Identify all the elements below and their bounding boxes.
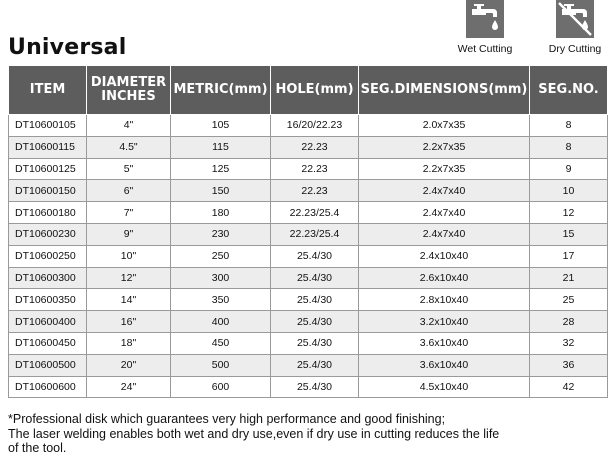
table-row bbox=[9, 115, 608, 137]
table-row bbox=[9, 180, 608, 202]
footnote bbox=[8, 412, 608, 456]
page-title: Universal bbox=[8, 35, 127, 60]
cell-item: DT10600450 bbox=[9, 332, 87, 354]
cell-seg-no: 21 bbox=[530, 267, 608, 289]
cell-metric: 350 bbox=[171, 289, 271, 311]
cell-seg-dimensions: 2.2x7x35 bbox=[359, 158, 530, 180]
cell-seg-dimensions: 3.6x10x40 bbox=[359, 332, 530, 354]
table-row bbox=[9, 136, 608, 158]
cell-diameter: 6" bbox=[87, 180, 171, 202]
cell-seg-dimensions: 4.5x10x40 bbox=[359, 376, 530, 398]
cell-seg-no: 42 bbox=[530, 376, 608, 398]
cell-item: DT10600180 bbox=[9, 202, 87, 224]
cell-item: DT10600300 bbox=[9, 267, 87, 289]
cell-item: DT10600125 bbox=[9, 158, 87, 180]
table-row bbox=[9, 202, 608, 224]
cell-diameter: 10" bbox=[87, 245, 171, 267]
col-header-seg-no: SEG.NO. bbox=[530, 66, 608, 115]
cell-hole: 25.4/30 bbox=[271, 267, 359, 289]
cell-item: DT10600350 bbox=[9, 289, 87, 311]
dry-cutting-crossed-faucet-icon bbox=[556, 0, 594, 38]
cell-diameter: 18" bbox=[87, 332, 171, 354]
cell-seg-dimensions: 2.4x10x40 bbox=[359, 245, 530, 267]
cell-seg-dimensions: 2.6x10x40 bbox=[359, 267, 530, 289]
cell-metric: 105 bbox=[171, 115, 271, 137]
cell-diameter: 4" bbox=[87, 115, 171, 137]
wet-cutting-faucet-icon bbox=[466, 0, 504, 38]
table-row bbox=[9, 245, 608, 267]
cell-seg-dimensions: 3.2x10x40 bbox=[359, 311, 530, 333]
cell-hole: 25.4/30 bbox=[271, 289, 359, 311]
cell-seg-no: 32 bbox=[530, 332, 608, 354]
dry-cutting-badge bbox=[543, 0, 607, 55]
cell-item: DT10600500 bbox=[9, 354, 87, 376]
cell-metric: 400 bbox=[171, 311, 271, 333]
cell-seg-no: 28 bbox=[530, 311, 608, 333]
cell-metric: 250 bbox=[171, 245, 271, 267]
cell-metric: 600 bbox=[171, 376, 271, 398]
cell-diameter: 9" bbox=[87, 223, 171, 245]
table-row bbox=[9, 332, 608, 354]
col-header-diameter bbox=[87, 66, 171, 115]
cell-metric: 500 bbox=[171, 354, 271, 376]
col-header-hole: HOLE(mm) bbox=[271, 66, 359, 115]
cell-seg-dimensions: 2.4x7x40 bbox=[359, 202, 530, 224]
cell-seg-dimensions: 2.0x7x35 bbox=[359, 115, 530, 137]
cell-item: DT10600105 bbox=[9, 115, 87, 137]
cell-diameter: 20" bbox=[87, 354, 171, 376]
table-row bbox=[9, 267, 608, 289]
cell-item: DT10600115 bbox=[9, 136, 87, 158]
cell-item: DT10600400 bbox=[9, 311, 87, 333]
cell-seg-no: 25 bbox=[530, 289, 608, 311]
cell-hole: 25.4/30 bbox=[271, 376, 359, 398]
cell-metric: 180 bbox=[171, 202, 271, 224]
wet-cutting-badge bbox=[453, 0, 517, 55]
cell-hole: 22.23/25.4 bbox=[271, 223, 359, 245]
table-row bbox=[9, 311, 608, 333]
cell-seg-no: 10 bbox=[530, 180, 608, 202]
col-header-metric: METRIC(mm) bbox=[171, 66, 271, 115]
cell-hole: 16/20/22.23 bbox=[271, 115, 359, 137]
cell-item: DT10600250 bbox=[9, 245, 87, 267]
cell-seg-dimensions: 2.4x7x40 bbox=[359, 180, 530, 202]
cell-seg-no: 36 bbox=[530, 354, 608, 376]
col-header-item: ITEM bbox=[9, 66, 87, 115]
cell-seg-dimensions: 2.2x7x35 bbox=[359, 136, 530, 158]
cell-item: DT10600230 bbox=[9, 223, 87, 245]
cell-hole: 25.4/30 bbox=[271, 332, 359, 354]
cell-hole: 25.4/30 bbox=[271, 311, 359, 333]
cell-diameter: 4.5" bbox=[87, 136, 171, 158]
cell-diameter: 16" bbox=[87, 311, 171, 333]
cell-seg-no: 15 bbox=[530, 223, 608, 245]
cell-seg-dimensions: 2.8x10x40 bbox=[359, 289, 530, 311]
cell-hole: 22.23 bbox=[271, 180, 359, 202]
cell-seg-no: 8 bbox=[530, 136, 608, 158]
dry-cutting-label: Dry Cutting bbox=[548, 43, 602, 55]
cell-metric: 230 bbox=[171, 223, 271, 245]
cell-seg-no: 8 bbox=[530, 115, 608, 137]
col-header-diameter-line1: DIAMETER bbox=[90, 75, 167, 90]
cell-metric: 125 bbox=[171, 158, 271, 180]
cell-diameter: 7" bbox=[87, 202, 171, 224]
footnote-line-2: The laser welding enables both wet and dry use,even if dry use in cutting reduces the life bbox=[8, 426, 500, 441]
cell-metric: 115 bbox=[171, 136, 271, 158]
footnote-line-3: of the tool. bbox=[8, 441, 67, 455]
table-row bbox=[9, 376, 608, 398]
cell-item: DT10600600 bbox=[9, 376, 87, 398]
cell-hole: 25.4/30 bbox=[271, 354, 359, 376]
wet-cutting-label: Wet Cutting bbox=[457, 43, 513, 55]
cell-seg-dimensions: 3.6x10x40 bbox=[359, 354, 530, 376]
cell-seg-dimensions: 2.4x7x40 bbox=[359, 223, 530, 245]
table-row bbox=[9, 158, 608, 180]
col-header-diameter-line2: INCHES bbox=[101, 89, 156, 104]
cell-diameter: 14" bbox=[87, 289, 171, 311]
cell-hole: 22.23 bbox=[271, 158, 359, 180]
cell-diameter: 24" bbox=[87, 376, 171, 398]
cell-diameter: 5" bbox=[87, 158, 171, 180]
cell-seg-no: 17 bbox=[530, 245, 608, 267]
cell-hole: 25.4/30 bbox=[271, 245, 359, 267]
table-row bbox=[9, 223, 608, 245]
cell-metric: 300 bbox=[171, 267, 271, 289]
cell-diameter: 12" bbox=[87, 267, 171, 289]
cell-seg-no: 9 bbox=[530, 158, 608, 180]
table-row bbox=[9, 354, 608, 376]
table-header-row bbox=[9, 66, 608, 115]
cell-seg-no: 12 bbox=[530, 202, 608, 224]
cell-hole: 22.23/25.4 bbox=[271, 202, 359, 224]
cell-metric: 150 bbox=[171, 180, 271, 202]
cell-metric: 450 bbox=[171, 332, 271, 354]
table-row bbox=[9, 289, 608, 311]
footnote-line-1: *Professional disk which guarantees very high performance and good finishing; bbox=[8, 412, 446, 426]
col-header-seg-dimensions: SEG.DIMENSIONS(mm) bbox=[359, 66, 530, 115]
cell-hole: 22.23 bbox=[271, 136, 359, 158]
spec-table bbox=[8, 65, 608, 398]
cell-item: DT10600150 bbox=[9, 180, 87, 202]
